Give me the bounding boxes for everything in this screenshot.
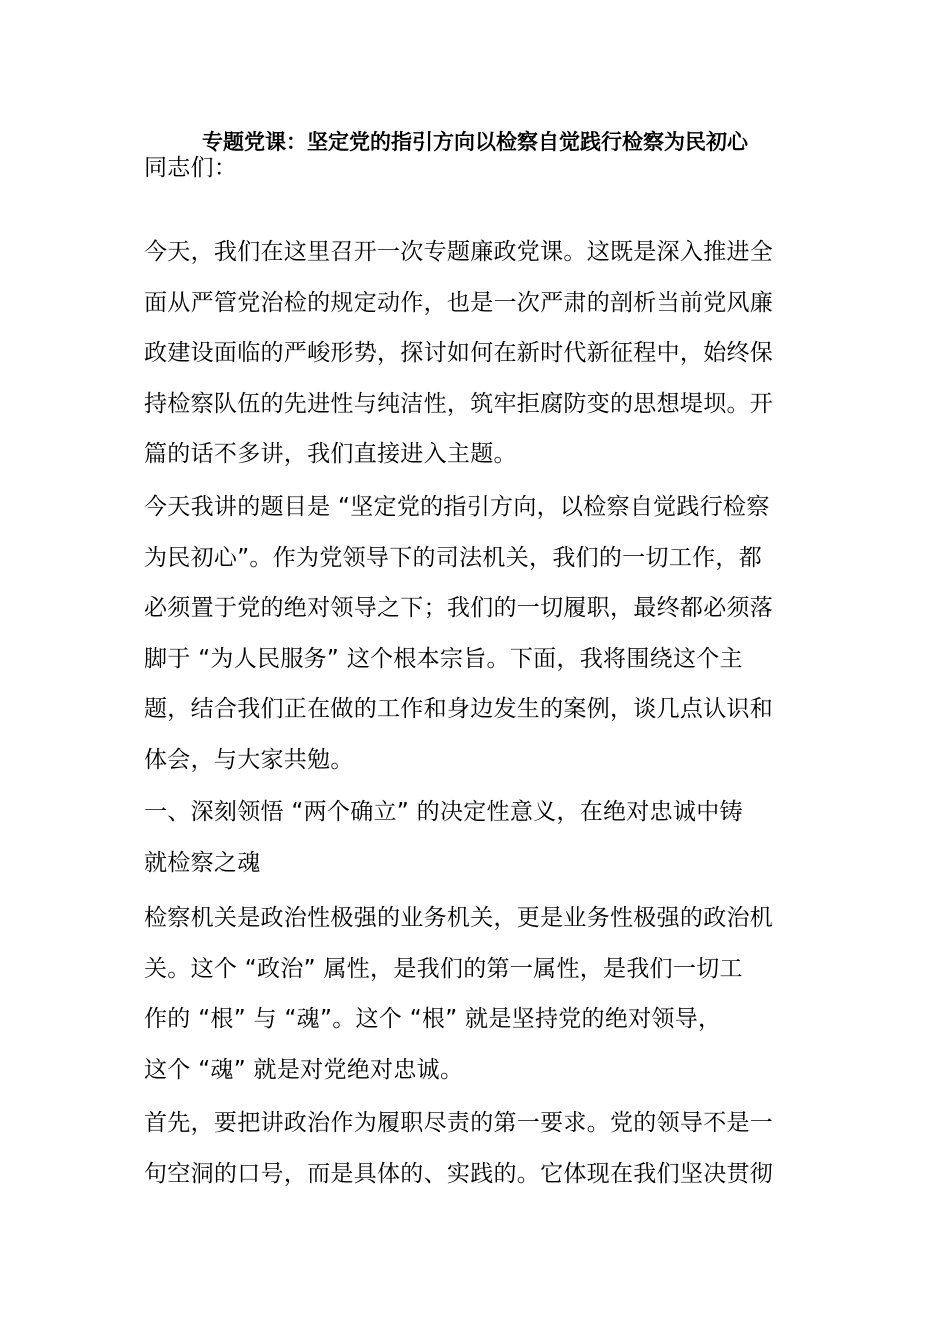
paragraph-line: 必须置于党的绝对领导之下；我们的一切履职，最终都必须落 (144, 595, 774, 621)
section-body-paragraph (144, 893, 824, 1095)
document-title: 专题党课：坚定党的指引方向以检察自觉践行检察为民初心 (202, 130, 748, 154)
paragraph-line: 体会，与大家共勉。 (144, 746, 354, 773)
paragraph-line: 为民初心”。作为党领导下的司法机关，我们的一切工作，都 (144, 544, 763, 571)
paragraph-line: 脚于 “为人民服务” 这个根本宗旨。下面，我将围绕这个主 (144, 645, 743, 672)
paragraph-line: 这个 “魂” 就是对党绝对忠诚。 (144, 1056, 464, 1083)
section-heading (144, 787, 824, 888)
paragraph-line: 题，结合我们正在做的工作和身边发生的案例，谈几点认识和 (144, 696, 774, 722)
heading-line: 一、深刻领悟 “两个确立” 的决定性意义，在绝对忠诚中铸 (144, 799, 743, 825)
topic-paragraph (144, 482, 824, 785)
paragraph-line: 作的 “根” 与 “魂”。这个 “根” 就是坚持党的绝对领导， (144, 1006, 722, 1032)
paragraph-line: 同志们： (144, 155, 238, 181)
paragraph-line: 检察机关是政治性极强的业务机关，更是业务性极强的政治机 (144, 905, 774, 931)
paragraph-line: 面从严管党治检的规定动作，也是一次严肃的剖析当前党风廉 (144, 289, 774, 316)
first-point-paragraph (144, 1098, 824, 1199)
heading-line: 就检察之魂 (144, 849, 261, 876)
paragraph-line: 政建设面临的严峻形势，探讨如何在新时代新征程中，始终保 (144, 340, 774, 366)
paragraph-line: 今天，我们在这里召开一次专题廉政党课。这既是深入推进全 (144, 239, 774, 265)
salutation-paragraph (144, 143, 824, 194)
paragraph-line: 关。这个 “政治” 属性，是我们的第一属性，是我们一切工 (144, 955, 743, 982)
paragraph-line: 今天我讲的题目是 “坚定党的指引方向，以检察自觉践行检察 (144, 494, 770, 520)
paragraph-line: 首先，要把讲政治作为履职尽责的第一要求。党的领导不是一 (144, 1110, 774, 1136)
paragraph-line: 持检察队伍的先进性与纯洁性，筑牢拒腐防变的思想堤坝。开 (144, 390, 774, 417)
paragraph-line: 句空洞的口号，而是具体的、实践的。它体现在我们坚决贯彻 (144, 1160, 774, 1187)
paragraph-line: 篇的话不多讲，我们直接进入主题。 (144, 441, 517, 467)
opening-paragraph (144, 227, 824, 480)
